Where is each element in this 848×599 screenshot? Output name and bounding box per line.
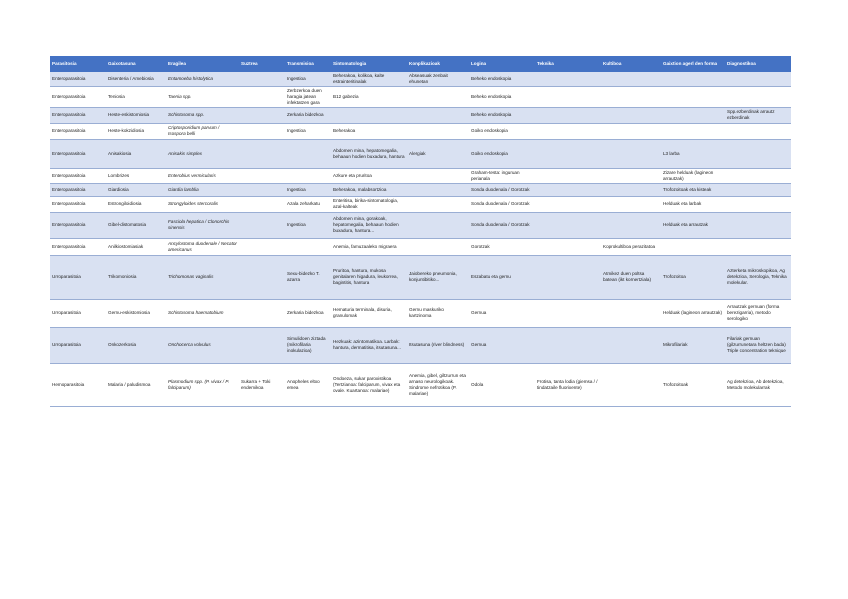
- table-cell: Abseasuak zenbait ehunetan: [407, 72, 469, 86]
- table-cell: [601, 72, 661, 86]
- table-cell: Arrautzak gernuan (forma berezigarria), metodo serologiko: [725, 299, 791, 327]
- table-cell: [407, 168, 469, 183]
- column-header: Gaixotasuna: [106, 56, 166, 72]
- table-cell: Zerkaria bidezkoa: [285, 107, 331, 123]
- table-cell: Entamoeba histolytica: [166, 72, 239, 86]
- table-cell: Beherakoa: [331, 123, 407, 139]
- table-cell: [535, 86, 601, 107]
- table-cell: [239, 183, 285, 196]
- table-row: [50, 212, 791, 238]
- table-cell: B12 gabezia: [331, 86, 407, 107]
- table-cell: Enteroparasitoia: [50, 123, 106, 139]
- table-cell: Gernu-eskistomiosia: [106, 299, 166, 327]
- table-row: [50, 139, 791, 168]
- table-cell: Anilkiostomiasiak: [106, 238, 166, 255]
- table-cell: [725, 86, 791, 107]
- table-cell: Heste-eskistomiosia: [106, 107, 166, 123]
- table-cell: Enteroparasitoia: [50, 168, 106, 183]
- table-cell: [239, 255, 285, 299]
- table-row: [50, 183, 791, 196]
- table-cell: Gernu maskuriko kartzinoma: [407, 299, 469, 327]
- table-cell: [407, 196, 469, 212]
- table-cell: [407, 183, 469, 196]
- table-cell: [535, 327, 601, 363]
- table-cell: Sonda duodenala / Gorotzak: [469, 212, 535, 238]
- table-cell: [601, 327, 661, 363]
- table-cell: Urroparasitoia: [50, 299, 106, 327]
- table-cell: Criptosporidium parvum / Isospora belli: [166, 123, 239, 139]
- table-cell: Enterobius vermicularis: [166, 168, 239, 183]
- column-header: Diagnostikoa: [725, 56, 791, 72]
- table-cell: L3 larba: [661, 139, 725, 168]
- column-header: Konplikazioak: [407, 56, 469, 72]
- parasitosis-table: [50, 56, 791, 407]
- table-cell: Alergiak: [407, 139, 469, 168]
- table-cell: [725, 238, 791, 255]
- table-cell: Sonda duodenala / Gorotzak: [469, 183, 535, 196]
- table-cell: Hematuria terminala, disuria, granulomak: [331, 299, 407, 327]
- table-cell: [661, 238, 725, 255]
- table-cell: Filariak gernuan (gilzurrunetara heltzen bada) Triple concentration teknique: [725, 327, 791, 363]
- column-header: Logina: [469, 56, 535, 72]
- header-row: [50, 56, 791, 72]
- column-header: Eragilea: [166, 56, 239, 72]
- table-cell: Sukarra + Toki endemikoa: [239, 363, 285, 406]
- table-cell: Urroparasitoia: [50, 255, 106, 299]
- table-cell: Trofozoitoak eta kisteak: [661, 183, 725, 196]
- column-header: Suztrea: [239, 56, 285, 72]
- table-cell: Enteroparasitoia: [50, 183, 106, 196]
- table-cell: [535, 299, 601, 327]
- table-cell: [725, 196, 791, 212]
- table-cell: [407, 123, 469, 139]
- table-cell: [601, 196, 661, 212]
- table-cell: Enteroparasitoia: [50, 86, 106, 107]
- table-cell: Gorotzak: [469, 238, 535, 255]
- table-cell: Urroparasitoia: [50, 327, 106, 363]
- table-cell: Zizare helduak (lagineon arrautzak): [661, 168, 725, 183]
- table-cell: [239, 168, 285, 183]
- table-cell: [661, 86, 725, 107]
- table-cell: [535, 168, 601, 183]
- table-cell: Abdomen mina, hepatomegalia, behaaun hodien buxadura, hantura: [331, 139, 407, 168]
- table-cell: [535, 107, 601, 123]
- table-cell: [535, 238, 601, 255]
- table-cell: Graham-testa: inguruan perianala: [469, 168, 535, 183]
- table-cell: Trofozoitoak: [661, 363, 725, 406]
- table-row: [50, 255, 791, 299]
- table-cell: [601, 183, 661, 196]
- table-cell: Giardia lamblia: [166, 183, 239, 196]
- table-cell: Beheko endoskopia: [469, 72, 535, 86]
- table-cell: [535, 212, 601, 238]
- table-cell: Ag detekzioa, Ab detekzioa, Metodo molekularrak: [725, 363, 791, 406]
- table-row: [50, 196, 791, 212]
- table-cell: Abdomen mina, gorakoak, hepatomegalia, behaaun hodien buxadura, hantura...: [331, 212, 407, 238]
- table-cell: Trofozoitoa: [661, 255, 725, 299]
- table-cell: Zerkaria bidezkoa: [285, 299, 331, 327]
- table-body: [50, 72, 791, 406]
- table-cell: Fasciola hepatica / Clonorchis sinensis: [166, 212, 239, 238]
- table-cell: Anopheles eltxo emea: [285, 363, 331, 406]
- table-row: [50, 72, 791, 86]
- table-cell: [725, 72, 791, 86]
- table-cell: Mikrofilariak: [661, 327, 725, 363]
- table-cell: Teniosia: [106, 86, 166, 107]
- table-cell: [535, 255, 601, 299]
- table-cell: Plasmodium spp. (P. vivax / P. falciparum): [166, 363, 239, 406]
- table-cell: [661, 72, 725, 86]
- table-cell: [601, 123, 661, 139]
- table-cell: [239, 196, 285, 212]
- table-cell: Ingestioa: [285, 212, 331, 238]
- table-cell: Sonda duodenala / Gorotzak: [469, 196, 535, 212]
- table-cell: [239, 107, 285, 123]
- table-row: [50, 238, 791, 255]
- table-cell: Itsutasuna (river blindness): [407, 327, 469, 363]
- table-cell: Anisakis simplex: [166, 139, 239, 168]
- table-cell: Spp.ezberdinak arrautz ezberdinak: [725, 107, 791, 123]
- table-cell: Schistosoma spp.: [166, 107, 239, 123]
- table-cell: [407, 86, 469, 107]
- table-cell: [285, 238, 331, 255]
- table-cell: [661, 123, 725, 139]
- column-header: Gaixtion agerl den forma: [661, 56, 725, 72]
- table-row: [50, 86, 791, 107]
- table-cell: [331, 107, 407, 123]
- table-cell: [601, 107, 661, 123]
- table-cell: [535, 72, 601, 86]
- table-row: [50, 299, 791, 327]
- column-header: Kultiboa: [601, 56, 661, 72]
- table-cell: Atmikez duen poltsa batean (ikt kornertziala): [601, 255, 661, 299]
- table-row: [50, 363, 791, 406]
- table-row: [50, 327, 791, 363]
- table-cell: Ingestioa: [285, 183, 331, 196]
- table-cell: Enteroparasitoia: [50, 72, 106, 86]
- table-cell: [239, 86, 285, 107]
- table-cell: Ingestioa: [285, 72, 331, 86]
- table-cell: Helduak eta arrautzak: [661, 212, 725, 238]
- table-cell: Ingestioa: [285, 123, 331, 139]
- table-cell: Hezkuak: azintomatikoa. Larbak: hantura, dermatitisa, itsutasuna...: [331, 327, 407, 363]
- table-cell: Pruritoa, hantura, mukosa genitalaren higadura, leukorrea, bagintitis, hantura: [331, 255, 407, 299]
- table-cell: [601, 139, 661, 168]
- table-cell: Beheko endoskopia: [469, 86, 535, 107]
- table-cell: [725, 139, 791, 168]
- table-cell: Goiko endoskopia: [469, 123, 535, 139]
- table-cell: Azala zeharkatu: [285, 196, 331, 212]
- table-cell: [601, 299, 661, 327]
- table-row: [50, 168, 791, 183]
- table-cell: [239, 139, 285, 168]
- table-cell: Helduak eta larbak: [661, 196, 725, 212]
- table-cell: Anisakiosia: [106, 139, 166, 168]
- table-cell: [601, 212, 661, 238]
- table-cell: Koprokultiboa perazitatoa: [601, 238, 661, 255]
- table-cell: Trikomoniosia: [106, 255, 166, 299]
- table-cell: Hemoparasitoia: [50, 363, 106, 406]
- table-cell: Onkozerkosia: [106, 327, 166, 363]
- table-cell: Gernua: [469, 299, 535, 327]
- table-cell: [725, 123, 791, 139]
- table-cell: Malaria / paludismoa: [106, 363, 166, 406]
- table-cell: [407, 238, 469, 255]
- table-cell: Anemia, famuzaaleko migraera: [331, 238, 407, 255]
- table-cell: Beheko endoskopia: [469, 107, 535, 123]
- table-cell: Frotisa, tanta lodia (giemsa / / tindatzaile fluorixente): [535, 363, 601, 406]
- table-cell: [239, 238, 285, 255]
- table-cell: Ancylostoma duodenale / Necator americanus: [166, 238, 239, 255]
- table-cell: Azkure eta pruritoa: [331, 168, 407, 183]
- table-cell: [535, 196, 601, 212]
- table-cell: Giardiosia: [106, 183, 166, 196]
- table-cell: [725, 212, 791, 238]
- table-cell: Enteroparasitoia: [50, 107, 106, 123]
- table-cell: [239, 327, 285, 363]
- table-cell: Heste-kokzidiosia: [106, 123, 166, 139]
- column-header: Teknika: [535, 56, 601, 72]
- table-cell: Jaiobereko pneumonia, konjuntibitiko...: [407, 255, 469, 299]
- table-cell: [239, 212, 285, 238]
- table-cell: Ondoeza, sukar paroxistikoa (Tertzianoa: falciparum, vivax eta ovale. Kuartanoa: malariae): [331, 363, 407, 406]
- table-cell: [535, 123, 601, 139]
- table-cell: [239, 123, 285, 139]
- table-cell: [285, 139, 331, 168]
- table-cell: Eszabatu eta gernu: [469, 255, 535, 299]
- table-cell: Gernua: [469, 327, 535, 363]
- table-cell: [407, 107, 469, 123]
- table-cell: Trichomonas vaginalis: [166, 255, 239, 299]
- table-cell: [601, 86, 661, 107]
- table-cell: Anemia, gibel, giltzurrun eta arnaso neurologikoak. Sindrome nefrotikoa (P. malariae): [407, 363, 469, 406]
- table-cell: Enteritisa, birika-sintomatologia, azal-kalteak: [331, 196, 407, 212]
- table-row: [50, 107, 791, 123]
- table-cell: Enteroparasitoia: [50, 139, 106, 168]
- table-cell: [239, 299, 285, 327]
- table-cell: [725, 183, 791, 196]
- column-header: Parasitosia: [50, 56, 106, 72]
- table-cell: Strongyloides stercoralis: [166, 196, 239, 212]
- table-cell: Goiko endoskopia: [469, 139, 535, 168]
- table-cell: [535, 139, 601, 168]
- table-cell: [285, 168, 331, 183]
- table-cell: Sexu-bidezko T. azarra: [285, 255, 331, 299]
- table-cell: Disenteria / Amebiosia: [106, 72, 166, 86]
- table-cell: Odola: [469, 363, 535, 406]
- table-cell: [239, 72, 285, 86]
- table-cell: [661, 107, 725, 123]
- table-cell: [601, 168, 661, 183]
- table-cell: Schistosoma haematobium: [166, 299, 239, 327]
- table-row: [50, 123, 791, 139]
- table-cell: Beherakoa, kolikoa, kalte estrainteritinalak: [331, 72, 407, 86]
- table-cell: Simulidoen ziztada (mikrofilaria inokulazioa): [285, 327, 331, 363]
- table-cell: Azterketa mikroskopikoa, Ag detekzioa, Serologia, Teknika molekular.: [725, 255, 791, 299]
- table-cell: [725, 168, 791, 183]
- table-cell: [407, 212, 469, 238]
- table-cell: Lombrizes: [106, 168, 166, 183]
- column-header: Transmisioa: [285, 56, 331, 72]
- table-cell: Estrongiloidiosia: [106, 196, 166, 212]
- table-cell: Beherakoa, malabsortzioa: [331, 183, 407, 196]
- table-cell: Enteroparasitoia: [50, 238, 106, 255]
- table-cell: Gibel-distomatosia: [106, 212, 166, 238]
- table-cell: Helduak (lagineon arrautzak): [661, 299, 725, 327]
- table-cell: Enteroparasitoia: [50, 212, 106, 238]
- table-cell: Taenia spp.: [166, 86, 239, 107]
- table-cell: [535, 183, 601, 196]
- table-cell: Zerbzerkoa duen haragia jatean infektatzen gara: [285, 86, 331, 107]
- column-header: Sintomatologia: [331, 56, 407, 72]
- table-cell: [601, 363, 661, 406]
- table-cell: Enteroparasitoia: [50, 196, 106, 212]
- table-cell: Onchocerca volvulus: [166, 327, 239, 363]
